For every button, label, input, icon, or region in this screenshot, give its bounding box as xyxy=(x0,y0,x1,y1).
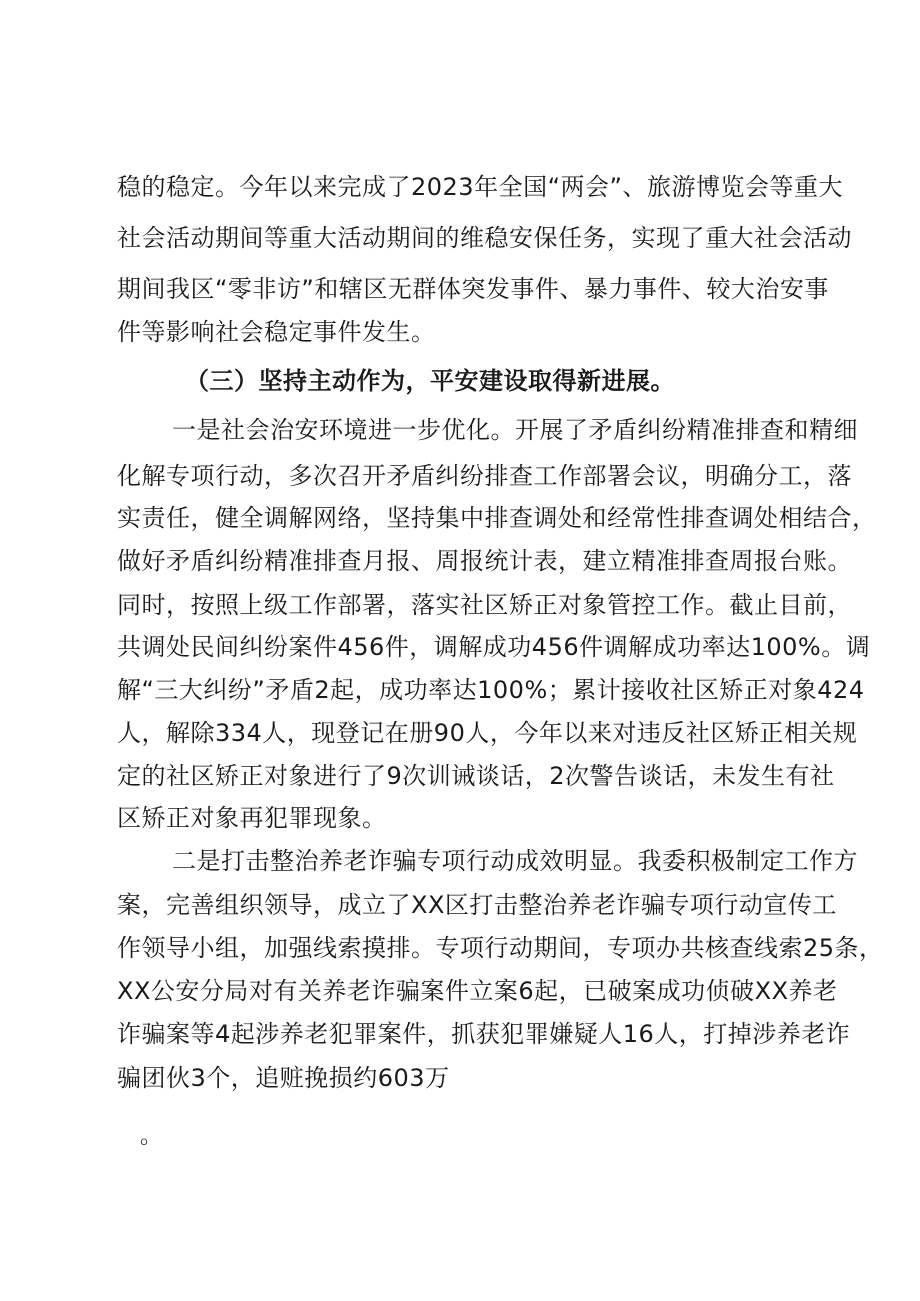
text-line: 实责任，健全调解网络，坚持集中排查调处和经常性排查调处相结合， xyxy=(117,504,877,532)
text-line: 稳的稳定。今年以来完成了2023年全国“两会”、旅游博览会等重大 xyxy=(117,173,843,201)
text-line: 骗团伙3个，追赃挽损约603万 xyxy=(117,1064,450,1092)
text-line: 件等影响社会稳定事件发生。 xyxy=(117,318,436,346)
text-line: 同时，按照上级工作部署，落实社区矫正对象管控工作。截止目前， xyxy=(117,591,852,619)
text-line: XX公安分局对有关养老诈骗案件立案6起，已破案成功侦破XX养老 xyxy=(117,977,838,1005)
text-line: 二是打击整治养老诈骗专项行动成效明显。我委积极制定工作方 xyxy=(172,847,858,875)
text-line: 诈骗案等4起涉养老犯罪案件，抓获犯罪嫌疑人16人，打掉涉养老诈 xyxy=(117,1020,851,1048)
trailing-punctuation: 。 xyxy=(140,1124,163,1149)
text-line: 共调处民间纠纷案件456件，调解成功456件调解成功率达100%。调 xyxy=(117,633,871,661)
text-line: 解“三大纠纷”矛盾2起，成功率达100%；累计接收社区矫正对象424 xyxy=(117,676,865,704)
text-line: 人，解除334人，现登记在册90人，今年以来对违反社区矫正相关规 xyxy=(117,719,858,747)
text-line: 做好矛盾纠纷精准排查月报、周报统计表，建立精准排查周报台账。 xyxy=(117,547,852,575)
text-line: 作领导小组，加强线索摸排。专项行动期间，专项办共核查线索25条， xyxy=(117,934,884,962)
text-line: 社会活动期间等重大活动期间的维稳安保任务，实现了重大社会活动 xyxy=(117,224,852,252)
section-heading: （三）坚持主动作为，平安建设取得新进展。 xyxy=(185,367,675,395)
text-line: 定的社区矫正对象进行了9次训诫谈话，2次警告谈话，未发生有社 xyxy=(117,762,835,790)
text-line: 一是社会治安环境进一步优化。开展了矛盾纠纷精准排查和精细 xyxy=(172,416,858,444)
text-line: 案，完善组织领导，成立了XX区打击整治养老诈骗专项行动宣传工 xyxy=(117,891,837,919)
text-line: 期间我区“零非访”和辖区无群体突发事件、暴力事件、较大治安事 xyxy=(117,275,829,303)
text-line: 区矫正对象再犯罪现象。 xyxy=(117,804,387,832)
text-line: 化解专项行动，多次召开矛盾纠纷排查工作部署会议，明确分工，落 xyxy=(117,462,852,490)
